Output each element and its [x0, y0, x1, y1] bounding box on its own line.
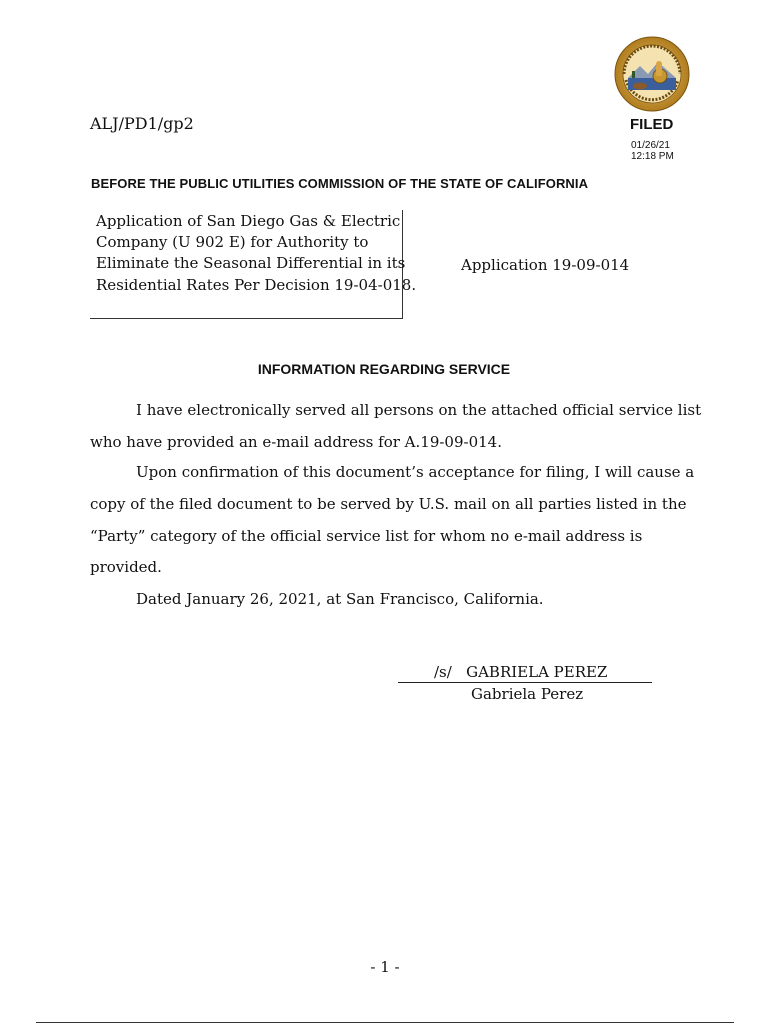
footer-rule [36, 1022, 734, 1023]
body-line: “Party” category of the official service list for whom no e-mail address is [90, 527, 643, 545]
body-line: I have electronically served all persons on the attached official service list [136, 401, 702, 419]
body-line: copy of the filed document to be served by U.S. mail on all parties listed in the [90, 495, 687, 513]
page-number: - 1 - [370, 958, 400, 976]
caption-line: Company (U 902 E) for Authority to [96, 233, 369, 251]
california-seal-icon [614, 36, 690, 112]
body-line: Upon confirmation of this document’s acceptance for filing, I will cause a [136, 463, 695, 481]
body-line: who have provided an e-mail address for A.19-09-014. [90, 433, 502, 451]
body-line: provided. [90, 558, 162, 576]
caption-line: Eliminate the Seasonal Differential in its [96, 254, 406, 272]
commission-heading: BEFORE THE PUBLIC UTILITIES COMMISSION OF THE STATE OF CALIFORNIA [91, 176, 589, 191]
section-title-text: INFORMATION REGARDING SERVICE [257, 361, 511, 377]
signature: /s/ GABRIELA PEREZ [434, 663, 608, 681]
document-id: ALJ/PD1/gp2 [90, 114, 194, 133]
filed-date: 01/26/21 [631, 140, 670, 151]
application-number: Application 19-09-014 [461, 256, 630, 274]
section-title [0, 361, 770, 377]
body-line: Dated January 26, 2021, at San Francisco, California. [136, 590, 544, 608]
caption-line: Application of San Diego Gas & Electric [96, 212, 401, 230]
caption-line: Residential Rates Per Decision 19-04-018. [96, 276, 417, 294]
filed-time: 12:18 PM [631, 151, 674, 162]
signer-name: Gabriela Perez [471, 685, 584, 703]
case-caption-box [90, 210, 417, 319]
filed-label: FILED [630, 116, 674, 133]
